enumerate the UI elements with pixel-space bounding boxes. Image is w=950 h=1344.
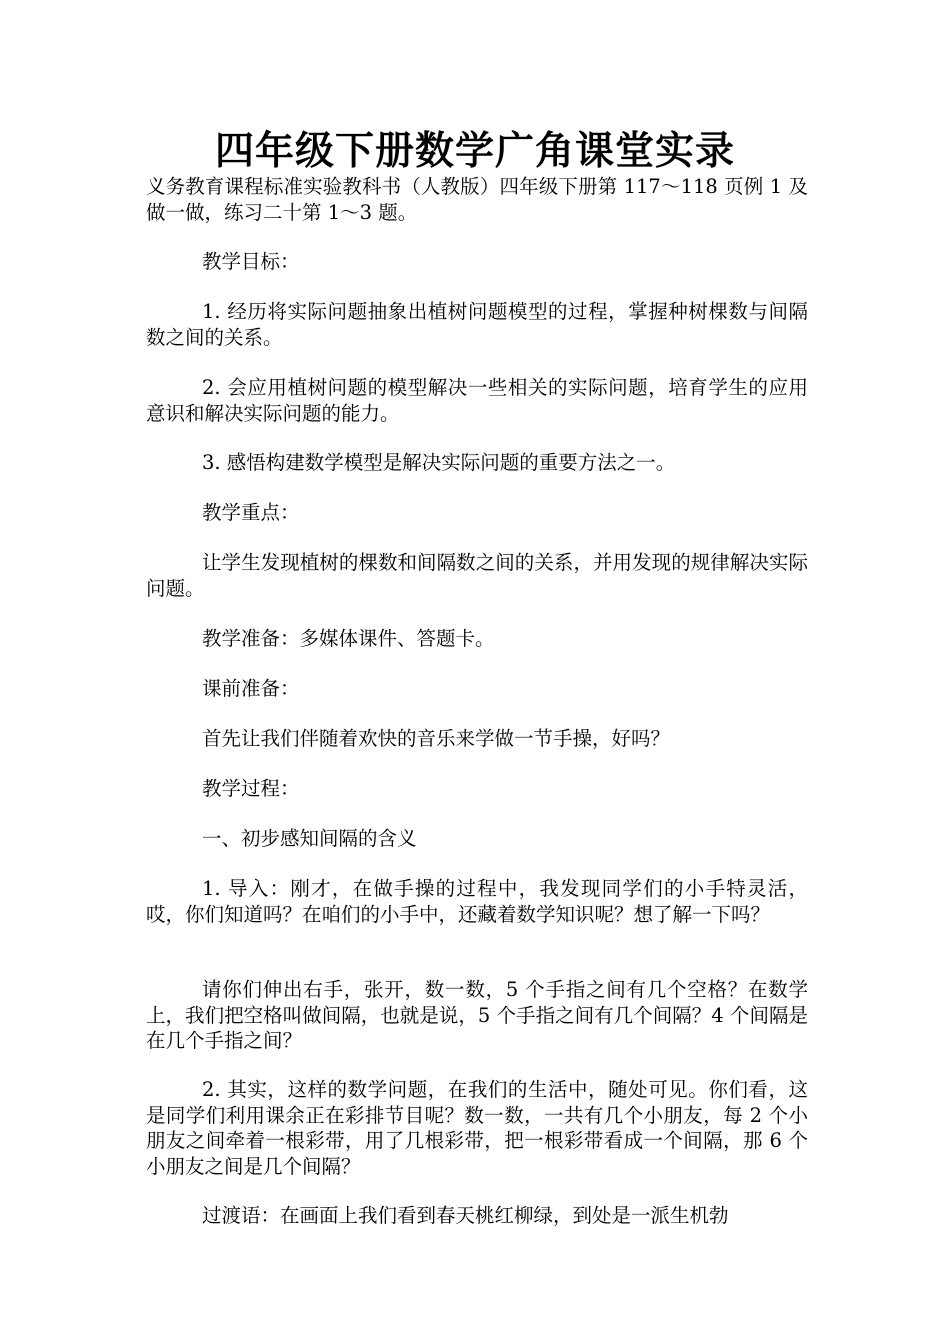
heading-teaching-process: 教学过程： — [202, 777, 300, 800]
heading-pre-class: 课前准备： — [202, 677, 300, 700]
section-1-heading: 一、初步感知间隔的含义 — [202, 827, 417, 850]
ribbon-example-paragraph: 2. 其实，这样的数学问题，在我们的生活中，随处可见。你们看，这是同学们利用课余正在彩排节目呢？数一数，一共有几个小朋友，每 2 个小朋友之间牵着一根彩带，用了几根彩带，把一根彩带看成一个间隔，那 6 个小朋友之间是几个间隔？ — [146, 1078, 808, 1178]
intro-paragraph: 义务教育课程标准实验教科书（人教版）四年级下册第 117～118 页例 1 及做一做，练习二十第 1～3 题。 — [146, 175, 808, 224]
pre-class-paragraph: 首先让我们伴随着欢快的音乐来学做一节手操，好吗？ — [202, 727, 671, 750]
hand-activity-paragraph: 请你们伸出右手，张开，数一数，5 个手指之间有几个空格？在数学上，我们把空格叫做间隔，也就是说，5 个手指之间有几个间隔？4 个间隔是在几个手指之间？ — [146, 978, 808, 1052]
key-points-paragraph: 让学生发现植树的棵数和间隔数之间的关系，并用发现的规律解决实际问题。 — [146, 551, 808, 600]
heading-teaching-goals: 教学目标： — [202, 250, 300, 273]
transition-paragraph: 过渡语：在画面上我们看到春天桃红柳绿，到处是一派生机勃 — [202, 1204, 729, 1227]
lead-in-paragraph: 1. 导入：刚才，在做手操的过程中，我发现同学们的小手特灵活，哎，你们知道吗？在咱们的小手中，还藏着数学知识呢？想了解一下吗？ — [146, 877, 808, 926]
heading-key-points: 教学重点： — [202, 501, 300, 524]
goal-3-paragraph: 3. 感悟构建数学模型是解决实际问题的重要方法之一。 — [202, 451, 676, 474]
goal-2-paragraph: 2. 会应用植树问题的模型解决一些相关的实际问题，培育学生的应用意识和解决实际问题的能力。 — [146, 376, 808, 425]
document-title: 四年级下册数学广角课堂实录 — [214, 128, 735, 174]
goal-1-paragraph: 1. 经历将实际问题抽象出植树问题模型的过程，掌握种树棵数与间隔数之间的关系。 — [146, 300, 808, 349]
preparation-paragraph: 教学准备：多媒体课件、答题卡。 — [202, 627, 495, 650]
